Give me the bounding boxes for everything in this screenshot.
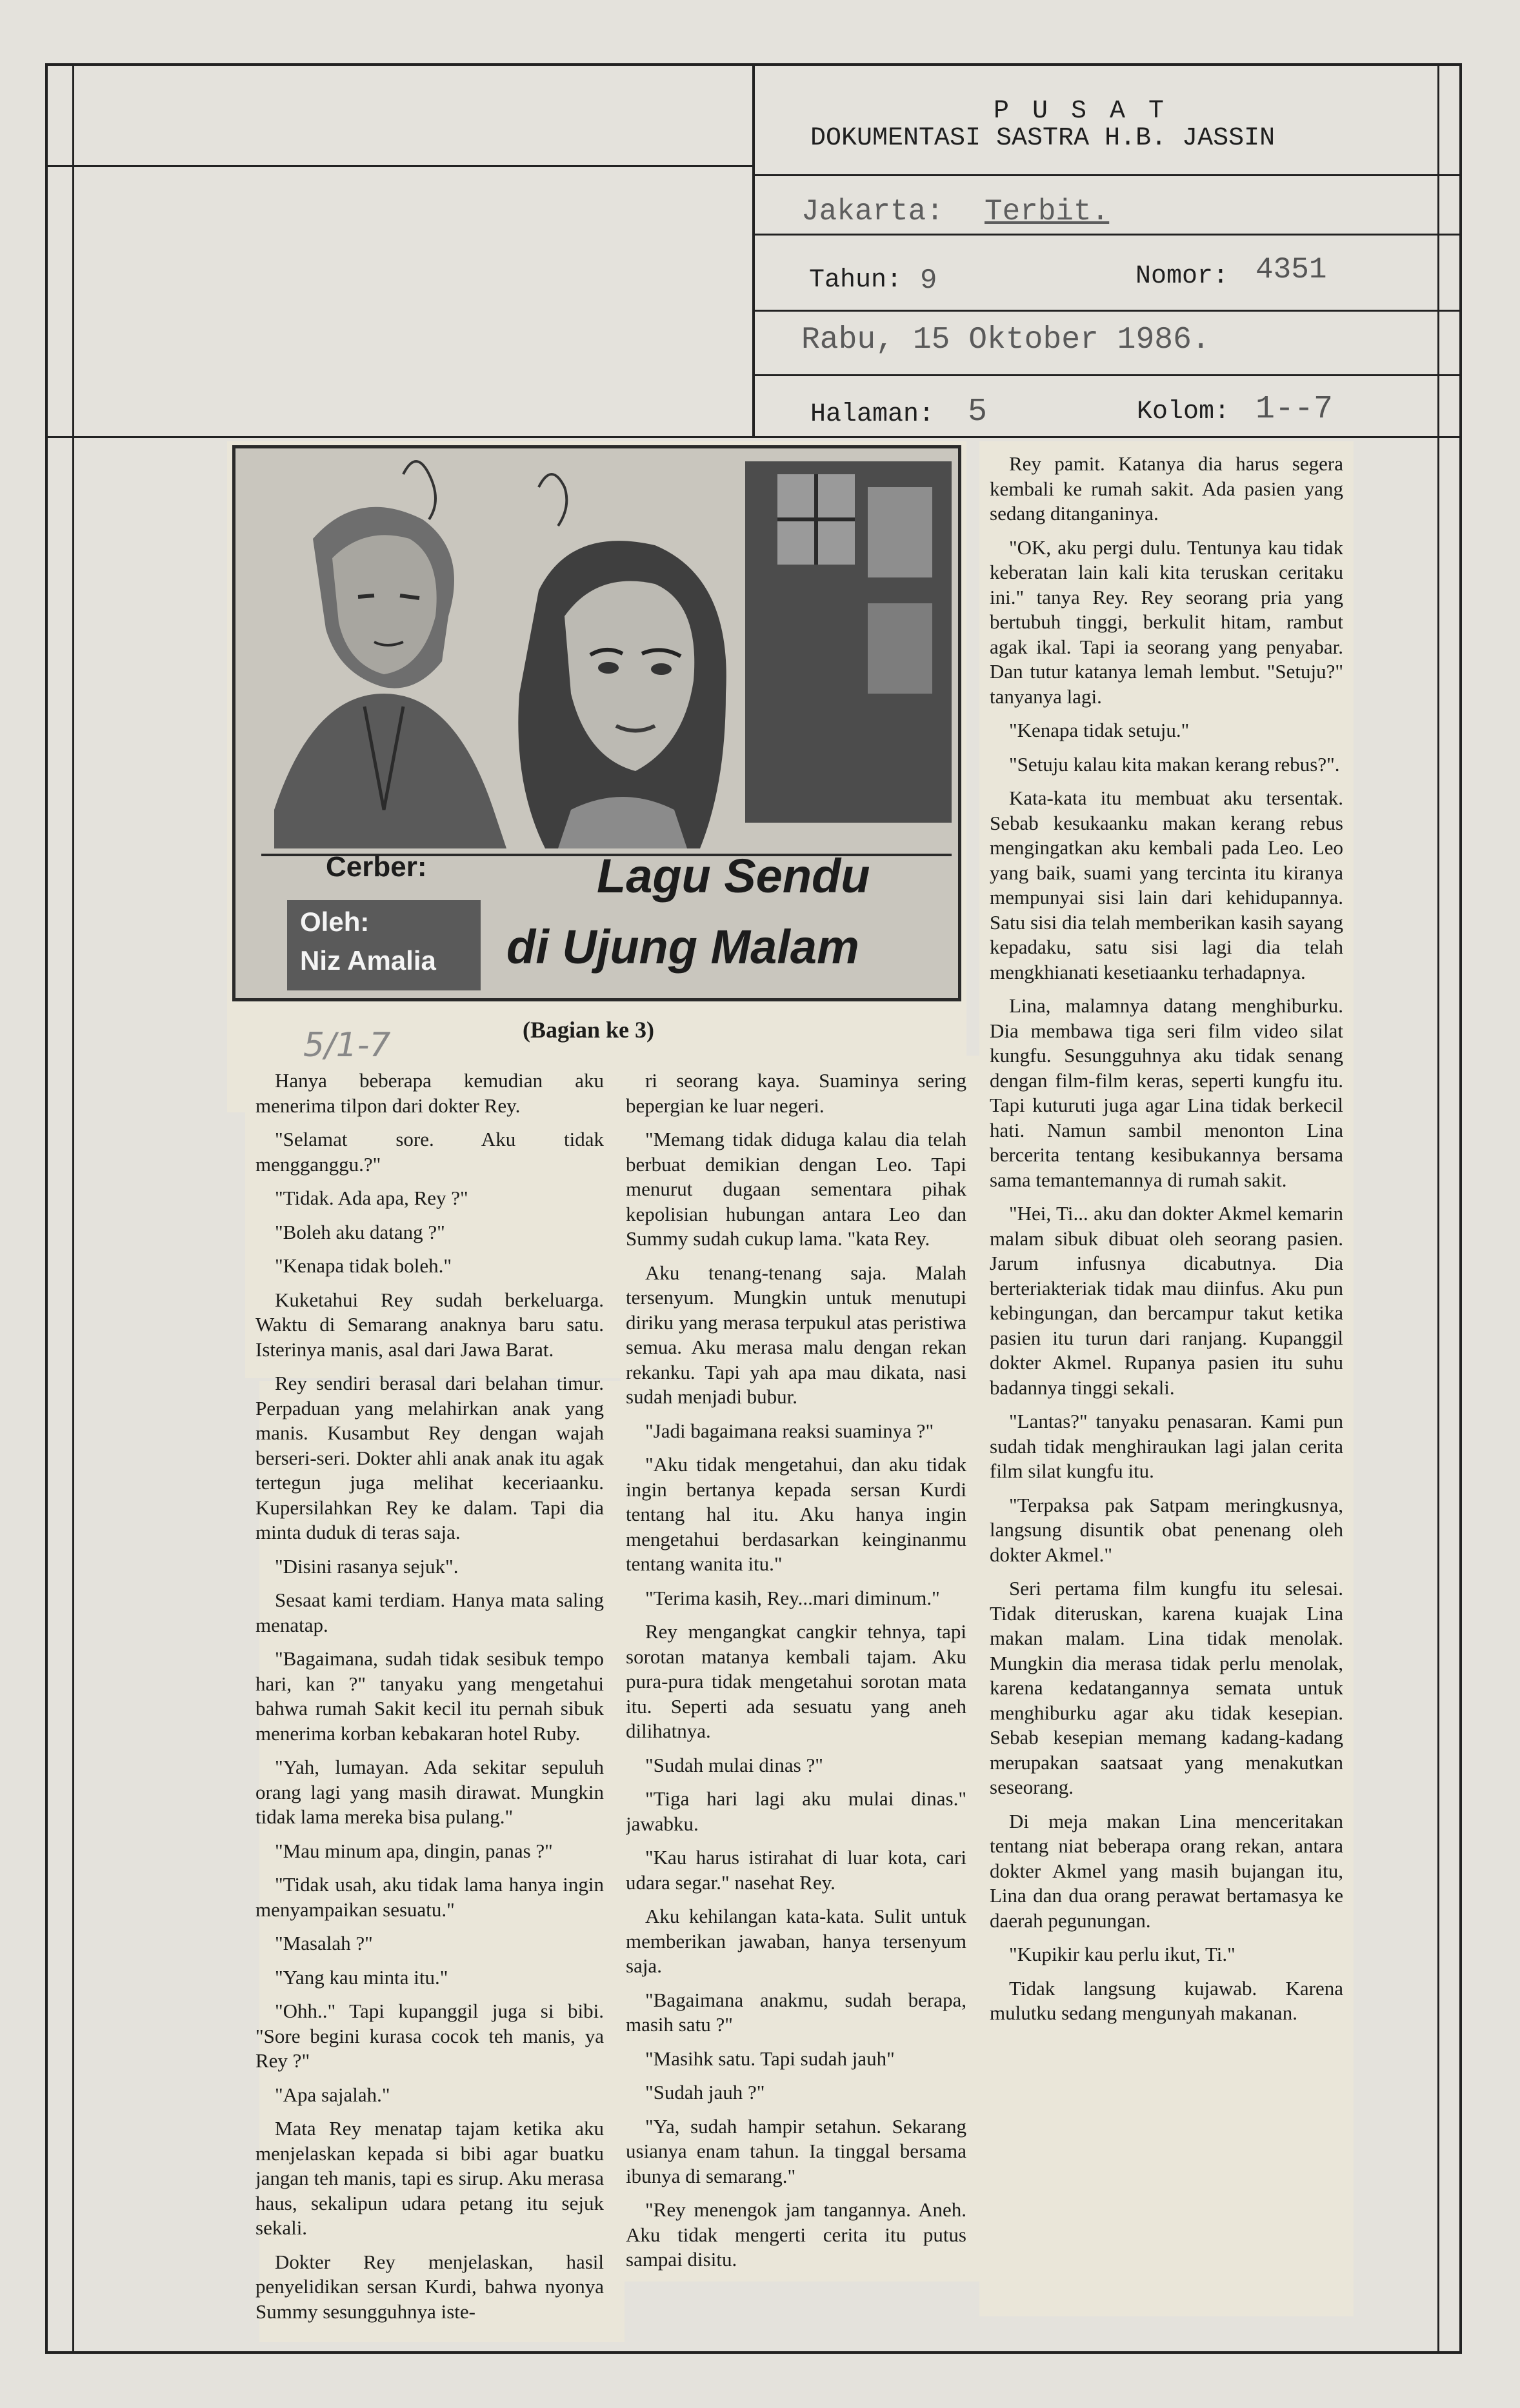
paragraph: "Setuju kalau kita makan kerang rebus?". — [1009, 752, 1340, 776]
article-column-1 — [255, 1069, 604, 2333]
story-title-line-2: di Ujung Malam — [506, 920, 859, 974]
paragraph: "Bagaimana anakmu, sudah berapa, masih satu ?" — [626, 1988, 966, 2036]
paragraph: "Jadi bagaimana reaksi suaminya ?" — [645, 1419, 934, 1442]
article-column-3 — [990, 452, 1343, 2310]
org-line-2: DOKUMENTASI SASTRA H.B. JASSIN — [810, 124, 1275, 153]
paragraph: Dokter Rey menjelaskan, hasil penyelidikan sersan Kurdi, bahwa nyonya Summy sesungguhnya iste- — [255, 2250, 604, 2323]
author-name: Niz Amalia — [300, 945, 436, 976]
paragraph: Rey pamit. Katanya dia harus segera kembali ke rumah sakit. Ada pasien yang sedang ditanganinya. — [990, 452, 1343, 525]
paragraph: "Boleh aku datang ?" — [275, 1220, 445, 1243]
paragraph: "Memang tidak diduga kalau dia telah berbuat demikian dengan Leo. Tapi menurut dugaan sementara pihak kepolisian hubungan antara Leo dan Summy sudah cukup lama. "kata Rey. — [626, 1128, 966, 1250]
paragraph: "Tidak usah, aku tidak lama hanya ingin menyampaikan sesuatu." — [255, 1873, 604, 1921]
publication-name: Terbit. — [985, 195, 1110, 228]
nomor-value: 4351 — [1255, 253, 1327, 286]
paragraph: "Aku tidak mengetahui, dan aku tidak ingin bertanya kepada sersan Kurdi tentang hal itu. Aku hanya ingin mengetahui berdasarkan keinginanmu tentang wanita itu." — [626, 1453, 966, 1575]
paragraph: "OK, aku pergi dulu. Tentunya kau tidak keberatan lain kali kita teruskan ceritaku ini." tanya Rey. Rey seorang pria yang bertubuh tinggi, berkulit hitam, rambut agak ikal. Tapi ia seorang yang penyabar. Dan tutur katanya lemah lembut. "Setuju?" tanyanya lagi. — [990, 536, 1343, 708]
frame-bottom — [45, 2351, 1462, 2354]
paragraph: "Terpaksa pak Satpam meringkusnya, langsung disuntik obat penenang oleh dokter Akmel." — [990, 1493, 1343, 1566]
frame-left — [45, 63, 48, 2354]
paragraph: Di meja makan Lina menceritakan tentang niat beberapa orang rekan, antara dokter Akmel yang masih bujangan itu, Lina dan dua orang perawat bertamasya ke daerah pegunungan. — [990, 1809, 1343, 1932]
paragraph: "Terima kasih, Rey...mari diminum." — [645, 1586, 940, 1609]
paragraph: Lina, malamnya datang menghiburku. Dia membawa tiga seri film video silat kungfu. Sesungguhnya aku tidak senang dengan film-film keras, seperti kungfu itu. Tapi kuturuti juga agar Lina tidak berkecil hati. Namun sambil menonton Lina bercerita tentang kesibukannya bersama sama temantemannya di rumah sakit. — [990, 994, 1343, 1191]
paragraph: "Sudah mulai dinas ?" — [645, 1753, 823, 1776]
paragraph: "Sudah jauh ?" — [645, 2081, 765, 2103]
paragraph: "Tiga hari lagi aku mulai dinas." jawabku. — [626, 1787, 966, 1835]
frame-inner-left — [72, 63, 74, 2354]
oleh-label: Oleh: — [300, 907, 370, 937]
paragraph: Hanya beberapa kemudian aku menerima tilpon dari dokter Rey. — [255, 1069, 604, 1117]
stamp-row-line-3 — [752, 310, 1462, 312]
paragraph: "Tidak. Ada apa, Rey ?" — [275, 1187, 468, 1209]
nomor-label: Nomor: — [1135, 262, 1229, 291]
frame-right — [1459, 63, 1462, 2354]
paragraph: Aku tenang-tenang saja. Malah tersenyum. Mungkin untuk menutupi diriku yang merasa terpukul atas peristiwa semua. Aku merasa malu dengan rekan rekanku. Tapi yah apa mau dikata, nasi sudah menjadi bubur. — [626, 1261, 966, 1408]
paragraph: Mata Rey menatap tajam ketika aku menjelaskan kepada si bibi agar buatku jangan teh manis, tapi es sirup. Aku merasa haus, sekalipun udara petang itu sejuk sekali. — [255, 2117, 604, 2239]
paragraph: "Yang kau minta itu." — [275, 1965, 448, 1989]
stamp-row-line-2 — [752, 234, 1462, 236]
tahun-value: 9 — [920, 265, 937, 297]
paragraph: Kuketahui Rey sudah berkeluarga. Waktu di Semarang anaknya baru satu. Isterinya manis, asal dari Jawa Barat. — [255, 1288, 604, 1361]
paragraph: "Apa sajalah." — [275, 2083, 390, 2106]
org-line-1: P U S A T — [994, 97, 1168, 126]
paragraph: "Kupikir kau perlu ikut, Ti." — [1009, 1943, 1235, 1965]
frame-header-bottom — [45, 165, 755, 167]
handwritten-note: 5/1-7 — [303, 1026, 391, 1065]
halaman-value: 5 — [968, 394, 988, 430]
issue-date: Rabu, 15 Oktober 1986. — [801, 323, 1210, 357]
stamp-row-line-1 — [752, 174, 1462, 176]
paragraph: "Ohh.." Tapi kupanggil juga si bibi. "Sore begini kurasa cocok teh manis, ya Rey ?" — [255, 2000, 604, 2072]
paragraph: "Lantas?" tanyaku penasaran. Kami pun sudah tidak menghiraukan lagi jalan cerita film silat kungfu itu. — [990, 1410, 1343, 1482]
paragraph: "Hei, Ti... aku dan dokter Akmel kemarin malam sibuk dibuat oleh seorang pasien. Jarum infusnya dicabutnya. Dia berteriakteriak tidak mau diinfus. Aku pun kebingungan, dan bercampur takut ketika pasien itu turun dari ranjang. Kupanggil dokter Akmel. Rupanya pasien itu suhu badannya tinggi sekali. — [990, 1202, 1343, 1399]
paragraph: "Mau minum apa, dingin, panas ?" — [275, 1839, 553, 1862]
paragraph: "Kau harus istirahat di luar kota, cari udara segar." nasehat Rey. — [626, 1846, 966, 1894]
cerber-label: Cerber: — [326, 851, 427, 883]
stamp-row-line-5 — [45, 436, 1462, 438]
tahun-label: Tahun: — [809, 266, 903, 295]
paragraph: Tidak langsung kujawab. Karena mulutku sedang mengunyah makanan. — [990, 1976, 1343, 2024]
stamp-divider-vertical — [752, 63, 755, 437]
paragraph: Rey mengangkat cangkir tehnya, tapi sorotan matanya kembali tajam. Aku pura-pura tidak mengetahui sorotan mata itu. Seperti ada sesuatu yang aneh dilihatnya. — [626, 1620, 966, 1742]
paragraph: "Yah, lumayan. Ada sekitar sepuluh orang lagi yang masih dirawat. Mungkin tidak lama mereka bisa pulang." — [255, 1756, 604, 1828]
paragraph: Seri pertama film kungfu itu selesai. Tidak diteruskan, karena kuajak Lina makan malam. Lina tidak menolak. Mungkin dia merasa tidak perlu menolak, karena kedatangannya semata untuk menghiburku agar aku tidak kesepian. Sebab kesepian memang kadang-kadang merupakan saatsaat yang menakutkan seseorang. — [990, 1577, 1343, 1798]
halaman-label: Halaman: — [810, 400, 935, 429]
kolom-label: Kolom: — [1137, 397, 1230, 426]
city-label: Jakarta: — [801, 195, 944, 228]
paragraph: "Masihk satu. Tapi sudah jauh" — [645, 2047, 895, 2070]
paragraph: Sesaat kami terdiam. Hanya mata saling menatap. — [255, 1589, 604, 1636]
paragraph: "Kenapa tidak boleh." — [275, 1254, 452, 1277]
article-column-2 — [626, 1069, 966, 2279]
paragraph: "Masalah ?" — [275, 1932, 373, 1954]
paragraph: Rey sendiri berasal dari belahan timur. Perpaduan yang melahirkan anak yang manis. Kusambut Rey dengan wajah berseri-seri. Dokter ahli anak anak itu agak tertegun juga melihat keceriaanku. Kupersilahkan Rey ke dalam. Tapi dia minta duduk di teras saja. — [255, 1372, 604, 1543]
frame-inner-right — [1437, 63, 1439, 2354]
installment-label: (Bagian ke 3) — [523, 1017, 655, 1043]
paragraph: "Ya, sudah hampir setahun. Sekarang usianya enam tahun. Ia tinggal bersama ibunya di semarang." — [626, 2114, 966, 2187]
story-title-line-1: Lagu Sendu — [597, 849, 870, 903]
paragraph: "Disini rasanya sejuk". — [275, 1554, 459, 1578]
stamp-row-line-4 — [752, 374, 1462, 376]
story-illustration — [232, 445, 961, 1001]
paragraph: Kata-kata itu membuat aku tersentak. Sebab kesukaanku makan kerang rebus mengingatkan aku kembali pada Leo. Leo yang baik, suami yang tercinta itu kiranya mempunyai sisi lain dari kehidupannya. Satu sisi dia telah memberikan kasih sayang kepadaku, satu sisi lagi dia telah mengkhianati kesetiaanku terhadapnya. — [990, 787, 1343, 983]
paragraph: ri seorang kaya. Suaminya sering bepergian ke luar negeri. — [626, 1069, 966, 1117]
paragraph: "Selamat sore. Aku tidak mengganggu.?" — [255, 1128, 604, 1176]
paragraph: Aku kehilangan kata-kata. Sulit untuk memberikan jawaban, hanya tersenyum saja. — [626, 1905, 966, 1977]
paragraph: "Rey menengok jam tangannya. Aneh. Aku tidak mengerti cerita itu putus sampai disitu. — [626, 2198, 966, 2271]
kolom-value: 1--7 — [1255, 391, 1334, 428]
paragraph: "Bagaimana, sudah tidak sesibuk tempo hari, kan ?" tanyaku yang mengetahui bahwa rumah Sakit kecil itu pernah sibuk menerima korban kebakaran hotel Ruby. — [255, 1647, 604, 1745]
paragraph: "Kenapa tidak setuju." — [1009, 719, 1190, 741]
